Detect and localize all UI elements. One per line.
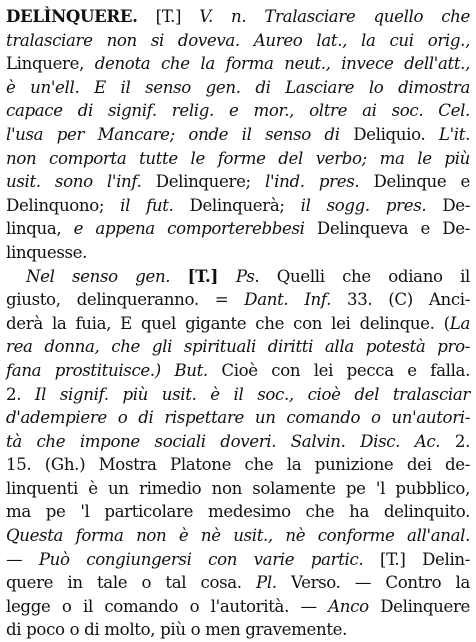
text-run: 15. (Gh.) Mostra Platone che la punizione dei de-: [6, 455, 470, 475]
text-run: But.: [174, 360, 222, 380]
text-line: [6, 500, 470, 524]
text-line: [6, 524, 470, 548]
text-run: usit. sono l'inf.: [6, 172, 156, 192]
text-run: 2.: [454, 431, 470, 451]
text-run: Linquere,: [6, 54, 95, 74]
text-line: [6, 217, 470, 241]
text-line: [6, 548, 470, 572]
text-run: Può congiungersi con varie partic.: [38, 549, 380, 569]
text-run: Delinquono;: [6, 195, 121, 215]
text-line: [6, 430, 470, 454]
text-run: linquesse.: [6, 242, 88, 262]
text-run: fana prostituisce.): [6, 360, 175, 380]
text-line: [6, 383, 470, 407]
text-line: [6, 595, 470, 619]
text-line: [6, 99, 470, 123]
text-run: legge o il comando o l'autorità. —: [6, 596, 329, 616]
text-run: tà che impone sociali doveri. Salvin. Disc. Ac.: [6, 431, 455, 451]
text-line: [6, 571, 470, 595]
text-run: di poco o di molto, più o men gravemente.: [6, 620, 348, 640]
text-run: Dant. Inf.: [244, 290, 347, 310]
text-run: De-: [442, 195, 470, 215]
text-run: 2.: [6, 384, 35, 404]
tag: [T.]: [187, 265, 236, 286]
text-run: linquenti è un rimedio non solamente pe 'l pubblico,: [6, 478, 470, 498]
text-run: denota che la forma neut., invece dell'att.,: [94, 54, 471, 74]
text-run: Delin-: [422, 549, 470, 569]
text-run: capace di signif. relig. e mor., oltre ai soc. Cel.: [6, 101, 470, 121]
text-run: —: [6, 549, 39, 569]
text-run: il sogg. pres.: [300, 195, 443, 215]
text-run: Delinquerà;: [189, 195, 301, 215]
text-run: Pl.: [256, 573, 291, 593]
text-line: [6, 453, 470, 477]
text-run: 33. (C) Anci-: [346, 290, 471, 310]
text-run: il fut.: [120, 195, 190, 215]
text-line: [6, 312, 470, 336]
text-run: quere in tale o tal cosa.: [6, 573, 257, 593]
text-run: linqua,: [6, 219, 74, 239]
text-run: è un'ell. E il senso gen. di Lasciare lo dimostra: [6, 77, 470, 97]
text-run: e appena comporterebbesi: [73, 219, 317, 239]
text-run: derà la fuia, E quel gigante che con lei delinque. (: [6, 313, 450, 333]
text-line: [6, 265, 470, 289]
text-line: [6, 477, 470, 501]
text-run: l'ind. pres.: [265, 172, 374, 192]
dictionary-entry-delinquere: [6, 5, 470, 642]
text-run: L'it.: [438, 124, 470, 144]
text-run: tralasciare non si doveva. Aureo lat., la cui orig.,: [6, 30, 470, 50]
text-line: [6, 335, 470, 359]
text-line: [6, 194, 470, 218]
text-run: Delinquere;: [155, 172, 266, 192]
text-line: [6, 147, 470, 171]
text-run: Deliquio.: [353, 124, 439, 144]
text-run: ma pe 'l particolare medesimo che ha delinquito.: [6, 502, 470, 522]
text-run: Questa forma non è nè usit., nè conforme all'anal.: [6, 526, 470, 546]
text-line: [6, 406, 470, 430]
text-line: [6, 123, 470, 147]
text-run: La: [449, 313, 470, 333]
text-run: l'usa per Mancare; onde il senso di: [6, 124, 354, 144]
tag: [T.]: [137, 7, 200, 26]
text-run: Delinquere: [380, 596, 470, 616]
text-line: [6, 288, 470, 312]
text-line: [6, 618, 470, 642]
text-line: [6, 52, 470, 76]
text-run: Il signif. più usit. è il soc., cioè del tralasciar: [34, 384, 470, 404]
text-run: non comporta tutte le forme del verbo; ma le più: [6, 148, 470, 168]
text-run: Cioè con lei pecca e falla.: [221, 360, 470, 380]
text-run: d'adempiere o di rispettare un comando o un'autori-: [6, 408, 470, 428]
text-run: Verso. — Contro la: [290, 573, 470, 593]
text-line: [6, 29, 470, 53]
text-line: [6, 170, 470, 194]
text-run: Anco: [328, 596, 381, 616]
text-run: rea donna, che gli spirituali diritti alla potestà pro-: [6, 337, 470, 357]
text-line: [6, 5, 470, 29]
text-run: Ps.: [235, 266, 277, 286]
text-run: Delinque e: [373, 172, 470, 192]
tag: [T.]: [380, 549, 423, 569]
text-run: Nel senso gen.: [26, 266, 188, 286]
text-run: V. n. Tralasciare quello che: [199, 7, 470, 26]
text-run: Quelli che odiano il: [276, 266, 471, 286]
text-line: [6, 241, 470, 265]
text-run: giusto, delinqueranno. =: [6, 290, 245, 310]
text-run: Delinqueva e De-: [316, 219, 470, 239]
text-line: [6, 76, 470, 100]
headword: DELÌNQUERE.: [6, 6, 138, 26]
text-line: [6, 359, 470, 383]
